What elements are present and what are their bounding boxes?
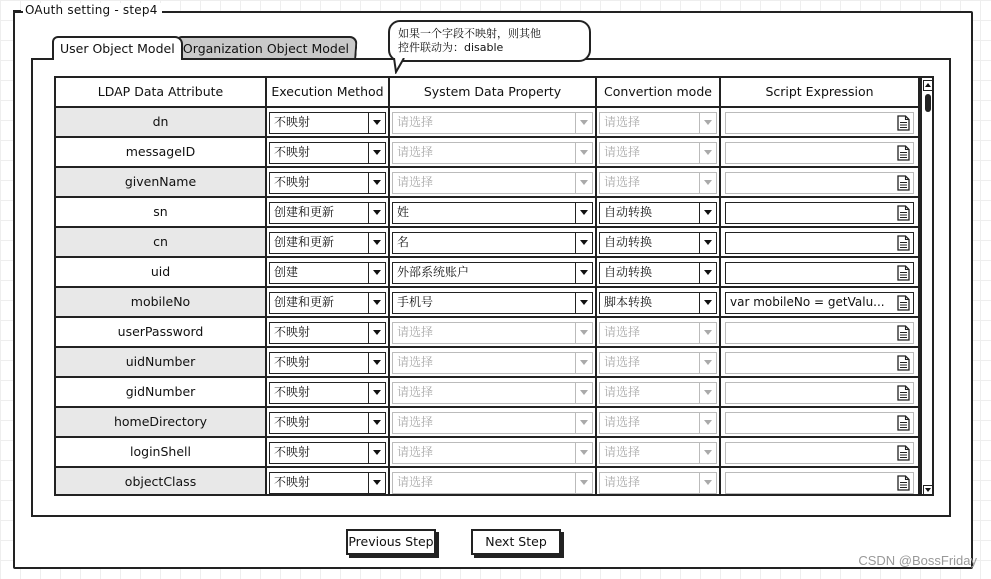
execution-method-select[interactable] bbox=[269, 412, 386, 434]
document-icon[interactable] bbox=[897, 205, 910, 221]
ldap-attribute-cell: sn bbox=[56, 198, 267, 228]
convertion-mode-cell bbox=[597, 168, 721, 198]
system-property-value: 请选择 bbox=[397, 445, 434, 459]
system-property-select[interactable] bbox=[392, 172, 593, 194]
chevron-down-icon[interactable] bbox=[575, 473, 592, 493]
system-property-cell bbox=[390, 468, 597, 496]
convertion-mode-cell bbox=[597, 348, 721, 378]
convertion-mode-value: 自动转换 bbox=[604, 235, 653, 249]
document-icon[interactable] bbox=[897, 145, 910, 161]
chevron-down-icon[interactable] bbox=[699, 443, 716, 463]
header-script-expression: Script Expression bbox=[721, 78, 920, 108]
convertion-mode-select[interactable] bbox=[599, 352, 717, 374]
execution-method-value: 创建 bbox=[274, 265, 299, 279]
convertion-mode-value: 请选择 bbox=[604, 415, 641, 429]
execution-method-value: 不映射 bbox=[274, 115, 311, 129]
script-expression-cell bbox=[721, 228, 920, 258]
system-property-value: 请选择 bbox=[397, 115, 434, 129]
document-icon[interactable] bbox=[897, 445, 910, 461]
table-row bbox=[56, 168, 920, 198]
chevron-down-icon[interactable] bbox=[699, 293, 716, 313]
system-property-select[interactable] bbox=[392, 412, 593, 434]
mapping-table bbox=[54, 76, 934, 496]
chevron-down-icon[interactable] bbox=[368, 443, 385, 463]
system-property-cell bbox=[390, 108, 597, 138]
chevron-down-icon[interactable] bbox=[575, 203, 592, 223]
system-property-cell bbox=[390, 408, 597, 438]
ldap-attribute-cell: cn bbox=[56, 228, 267, 258]
execution-method-cell bbox=[267, 318, 390, 348]
tab-organization-object-model[interactable] bbox=[174, 36, 358, 60]
system-property-select[interactable] bbox=[392, 472, 593, 494]
ldap-attribute-cell: userPassword bbox=[56, 318, 267, 348]
execution-method-select[interactable] bbox=[269, 292, 386, 314]
execution-method-cell bbox=[267, 168, 390, 198]
chevron-down-icon[interactable] bbox=[575, 263, 592, 283]
execution-method-value: 不映射 bbox=[274, 475, 311, 489]
convertion-mode-value: 自动转换 bbox=[604, 205, 653, 219]
chevron-down-icon[interactable] bbox=[368, 473, 385, 493]
chevron-down-icon[interactable] bbox=[575, 233, 592, 253]
convertion-mode-select[interactable] bbox=[599, 442, 717, 464]
system-property-cell bbox=[390, 138, 597, 168]
execution-method-select[interactable] bbox=[269, 322, 386, 344]
scroll-down-icon[interactable] bbox=[923, 485, 934, 496]
chevron-down-icon[interactable] bbox=[575, 173, 592, 193]
script-expression-input[interactable] bbox=[725, 472, 914, 494]
system-property-cell bbox=[390, 348, 597, 378]
ldap-attribute-cell: uidNumber bbox=[56, 348, 267, 378]
table-row bbox=[56, 198, 920, 228]
script-expression-cell bbox=[721, 318, 920, 348]
script-expression-input[interactable] bbox=[725, 412, 914, 434]
table-row bbox=[56, 408, 920, 438]
execution-method-value: 不映射 bbox=[274, 415, 311, 429]
convertion-mode-select[interactable] bbox=[599, 142, 717, 164]
system-property-value: 名 bbox=[397, 235, 410, 249]
system-property-select[interactable] bbox=[392, 382, 593, 404]
chevron-down-icon[interactable] bbox=[699, 143, 716, 163]
execution-method-value: 不映射 bbox=[274, 175, 311, 189]
convertion-mode-select[interactable] bbox=[599, 112, 717, 134]
convertion-mode-value: 请选择 bbox=[604, 385, 641, 399]
ldap-attribute-cell: gidNumber bbox=[56, 378, 267, 408]
execution-method-select[interactable] bbox=[269, 172, 386, 194]
document-icon[interactable] bbox=[897, 385, 910, 401]
convertion-mode-value: 请选择 bbox=[604, 355, 641, 369]
execution-method-select[interactable] bbox=[269, 142, 386, 164]
document-icon[interactable] bbox=[897, 325, 910, 341]
execution-method-cell bbox=[267, 348, 390, 378]
chevron-down-icon[interactable] bbox=[699, 233, 716, 253]
execution-method-cell bbox=[267, 258, 390, 288]
convertion-mode-cell bbox=[597, 138, 721, 168]
convertion-mode-select[interactable] bbox=[599, 232, 717, 254]
script-expression-input[interactable] bbox=[725, 172, 914, 194]
table-scrollbar[interactable] bbox=[920, 78, 934, 496]
callout-line-2: 控件联动为：disable bbox=[398, 41, 504, 54]
execution-method-cell bbox=[267, 408, 390, 438]
header-ldap-attribute: LDAP Data Attribute bbox=[56, 78, 267, 108]
system-property-value: 请选择 bbox=[397, 325, 434, 339]
convertion-mode-value: 请选择 bbox=[604, 475, 641, 489]
system-property-select[interactable] bbox=[392, 352, 593, 374]
system-property-cell bbox=[390, 378, 597, 408]
script-expression-input[interactable] bbox=[725, 382, 914, 404]
chevron-down-icon[interactable] bbox=[575, 293, 592, 313]
table-row bbox=[56, 138, 920, 168]
execution-method-value: 创建和更新 bbox=[274, 295, 335, 309]
execution-method-cell bbox=[267, 378, 390, 408]
ldap-attribute-cell: loginShell bbox=[56, 438, 267, 468]
script-expression-value: var mobileNo = getValu... bbox=[730, 295, 885, 309]
system-property-cell bbox=[390, 438, 597, 468]
chevron-down-icon[interactable] bbox=[699, 173, 716, 193]
chevron-down-icon[interactable] bbox=[368, 203, 385, 223]
system-property-select[interactable] bbox=[392, 262, 593, 284]
chevron-down-icon[interactable] bbox=[699, 263, 716, 283]
system-property-cell bbox=[390, 198, 597, 228]
callout-line-1: 如果一个字段不映射，则其他 bbox=[398, 27, 541, 40]
chevron-down-icon[interactable] bbox=[368, 263, 385, 283]
convertion-mode-cell bbox=[597, 108, 721, 138]
previous-step-button[interactable]: Previous Step bbox=[346, 529, 436, 555]
chevron-down-icon[interactable] bbox=[368, 413, 385, 433]
execution-method-select[interactable] bbox=[269, 202, 386, 224]
script-expression-cell bbox=[721, 438, 920, 468]
convertion-mode-cell bbox=[597, 288, 721, 318]
document-icon[interactable] bbox=[897, 115, 910, 131]
tab-user-object-model[interactable]: User Object Model bbox=[52, 36, 183, 60]
execution-method-cell bbox=[267, 228, 390, 258]
chevron-down-icon[interactable] bbox=[368, 233, 385, 253]
chevron-down-icon[interactable] bbox=[699, 323, 716, 343]
ldap-attribute-cell: mobileNo bbox=[56, 288, 267, 318]
ldap-attribute-cell: givenName bbox=[56, 168, 267, 198]
table-row bbox=[56, 348, 920, 378]
document-icon[interactable] bbox=[897, 415, 910, 431]
execution-method-value: 不映射 bbox=[274, 325, 311, 339]
convertion-mode-cell bbox=[597, 378, 721, 408]
convertion-mode-select[interactable] bbox=[599, 262, 717, 284]
table-row bbox=[56, 288, 920, 318]
document-icon[interactable] bbox=[897, 235, 910, 251]
table-row bbox=[56, 108, 920, 138]
system-property-select[interactable] bbox=[392, 322, 593, 344]
document-icon[interactable] bbox=[897, 475, 910, 491]
execution-method-select[interactable] bbox=[269, 382, 386, 404]
system-property-cell bbox=[390, 228, 597, 258]
script-expression-input[interactable] bbox=[725, 262, 914, 284]
script-expression-input[interactable] bbox=[725, 292, 914, 314]
ldap-attribute-cell: homeDirectory bbox=[56, 408, 267, 438]
convertion-mode-value: 请选择 bbox=[604, 175, 641, 189]
convertion-mode-cell bbox=[597, 438, 721, 468]
convertion-mode-cell bbox=[597, 318, 721, 348]
scroll-thumb[interactable] bbox=[925, 94, 931, 112]
convertion-mode-value: 请选择 bbox=[604, 115, 641, 129]
convertion-mode-select[interactable] bbox=[599, 322, 717, 344]
execution-method-cell bbox=[267, 288, 390, 318]
header-system-property: System Data Property bbox=[390, 78, 597, 108]
execution-method-cell bbox=[267, 438, 390, 468]
system-property-select[interactable] bbox=[392, 112, 593, 134]
system-property-select[interactable] bbox=[392, 292, 593, 314]
execution-method-value: 创建和更新 bbox=[274, 205, 335, 219]
convertion-mode-value: 请选择 bbox=[604, 145, 641, 159]
system-property-value: 请选择 bbox=[397, 355, 434, 369]
script-expression-input[interactable] bbox=[725, 112, 914, 134]
tab-organization-label: Organization Object Model bbox=[182, 41, 350, 56]
execution-method-value: 创建和更新 bbox=[274, 235, 335, 249]
table-header bbox=[56, 78, 920, 108]
system-property-cell bbox=[390, 168, 597, 198]
next-step-button[interactable]: Next Step bbox=[471, 529, 561, 555]
script-expression-cell bbox=[721, 108, 920, 138]
chevron-down-icon[interactable] bbox=[575, 413, 592, 433]
convertion-mode-select[interactable] bbox=[599, 382, 717, 404]
execution-method-value: 不映射 bbox=[274, 445, 311, 459]
chevron-down-icon[interactable] bbox=[699, 473, 716, 493]
table-row bbox=[56, 228, 920, 258]
chevron-down-icon[interactable] bbox=[575, 383, 592, 403]
ldap-attribute-cell: objectClass bbox=[56, 468, 267, 496]
ldap-attribute-cell: uid bbox=[56, 258, 267, 288]
convertion-mode-cell bbox=[597, 228, 721, 258]
script-expression-cell bbox=[721, 468, 920, 496]
chevron-down-icon[interactable] bbox=[368, 323, 385, 343]
execution-method-select[interactable] bbox=[269, 262, 386, 284]
document-icon[interactable] bbox=[897, 265, 910, 281]
system-property-value: 手机号 bbox=[397, 295, 434, 309]
system-property-value: 请选择 bbox=[397, 145, 434, 159]
script-expression-cell bbox=[721, 408, 920, 438]
window-title: OAuth setting - step4 bbox=[23, 3, 162, 17]
execution-method-select[interactable] bbox=[269, 232, 386, 254]
system-property-cell bbox=[390, 318, 597, 348]
execution-method-cell bbox=[267, 108, 390, 138]
convertion-mode-cell bbox=[597, 198, 721, 228]
chevron-down-icon[interactable] bbox=[368, 353, 385, 373]
script-expression-input[interactable] bbox=[725, 202, 914, 224]
chevron-down-icon[interactable] bbox=[368, 383, 385, 403]
system-property-select[interactable] bbox=[392, 202, 593, 224]
script-expression-cell bbox=[721, 198, 920, 228]
convertion-mode-cell bbox=[597, 258, 721, 288]
script-expression-input[interactable] bbox=[725, 232, 914, 254]
convertion-mode-cell bbox=[597, 408, 721, 438]
table-row bbox=[56, 258, 920, 288]
header-execution-method: Execution Method bbox=[267, 78, 390, 108]
document-icon[interactable] bbox=[897, 355, 910, 371]
convertion-mode-select[interactable] bbox=[599, 172, 717, 194]
execution-method-value: 不映射 bbox=[274, 385, 311, 399]
document-icon[interactable] bbox=[897, 295, 910, 311]
execution-method-select[interactable] bbox=[269, 112, 386, 134]
execution-method-cell bbox=[267, 138, 390, 168]
system-property-select[interactable] bbox=[392, 232, 593, 254]
convertion-mode-value: 请选择 bbox=[604, 445, 641, 459]
convertion-mode-select[interactable] bbox=[599, 472, 717, 494]
system-property-cell bbox=[390, 288, 597, 318]
system-property-value: 请选择 bbox=[397, 385, 434, 399]
chevron-down-icon[interactable] bbox=[699, 383, 716, 403]
script-expression-input[interactable] bbox=[725, 352, 914, 374]
chevron-down-icon[interactable] bbox=[699, 413, 716, 433]
execution-method-cell bbox=[267, 198, 390, 228]
chevron-down-icon[interactable] bbox=[575, 443, 592, 463]
execution-method-select[interactable] bbox=[269, 442, 386, 464]
system-property-select[interactable] bbox=[392, 142, 593, 164]
callout-tail bbox=[392, 58, 408, 74]
system-property-value: 姓 bbox=[397, 205, 410, 219]
script-expression-cell bbox=[721, 138, 920, 168]
chevron-down-icon[interactable] bbox=[368, 293, 385, 313]
chevron-down-icon[interactable] bbox=[575, 323, 592, 343]
chevron-down-icon[interactable] bbox=[575, 113, 592, 133]
system-property-value: 外部系统账户 bbox=[397, 265, 470, 279]
execution-method-select[interactable] bbox=[269, 352, 386, 374]
convertion-mode-select[interactable] bbox=[599, 412, 717, 434]
script-expression-cell bbox=[721, 258, 920, 288]
script-expression-cell bbox=[721, 378, 920, 408]
script-expression-cell bbox=[721, 168, 920, 198]
header-convertion-mode: Convertion mode bbox=[597, 78, 721, 108]
execution-method-value: 不映射 bbox=[274, 145, 311, 159]
chevron-down-icon[interactable] bbox=[368, 143, 385, 163]
script-expression-cell bbox=[721, 348, 920, 378]
chevron-down-icon[interactable] bbox=[368, 173, 385, 193]
chevron-down-icon[interactable] bbox=[368, 113, 385, 133]
convertion-mode-select[interactable] bbox=[599, 292, 717, 314]
convertion-mode-value: 自动转换 bbox=[604, 265, 653, 279]
convertion-mode-cell bbox=[597, 468, 721, 496]
watermark: CSDN @BossFriday bbox=[858, 553, 977, 568]
table-row bbox=[56, 378, 920, 408]
script-expression-input[interactable] bbox=[725, 442, 914, 464]
execution-method-select[interactable] bbox=[269, 472, 386, 494]
system-property-cell bbox=[390, 258, 597, 288]
document-icon[interactable] bbox=[897, 175, 910, 191]
system-property-value: 请选择 bbox=[397, 475, 434, 489]
system-property-value: 请选择 bbox=[397, 175, 434, 189]
table-row bbox=[56, 468, 920, 496]
script-expression-input[interactable] bbox=[725, 322, 914, 344]
scroll-up-icon[interactable] bbox=[923, 80, 934, 91]
table-row bbox=[56, 318, 920, 348]
system-property-select[interactable] bbox=[392, 442, 593, 464]
script-expression-input[interactable] bbox=[725, 142, 914, 164]
convertion-mode-value: 请选择 bbox=[604, 325, 641, 339]
convertion-mode-select[interactable] bbox=[599, 202, 717, 224]
chevron-down-icon[interactable] bbox=[575, 143, 592, 163]
annotation-callout bbox=[388, 20, 591, 62]
table-row bbox=[56, 438, 920, 468]
execution-method-value: 不映射 bbox=[274, 355, 311, 369]
system-property-value: 请选择 bbox=[397, 415, 434, 429]
chevron-down-icon[interactable] bbox=[699, 353, 716, 373]
chevron-down-icon[interactable] bbox=[575, 353, 592, 373]
convertion-mode-value: 脚本转换 bbox=[604, 295, 653, 309]
script-expression-cell bbox=[721, 288, 920, 318]
ldap-attribute-cell: messageID bbox=[56, 138, 267, 168]
chevron-down-icon[interactable] bbox=[699, 203, 716, 223]
ldap-attribute-cell: dn bbox=[56, 108, 267, 138]
execution-method-cell bbox=[267, 468, 390, 496]
chevron-down-icon[interactable] bbox=[699, 113, 716, 133]
